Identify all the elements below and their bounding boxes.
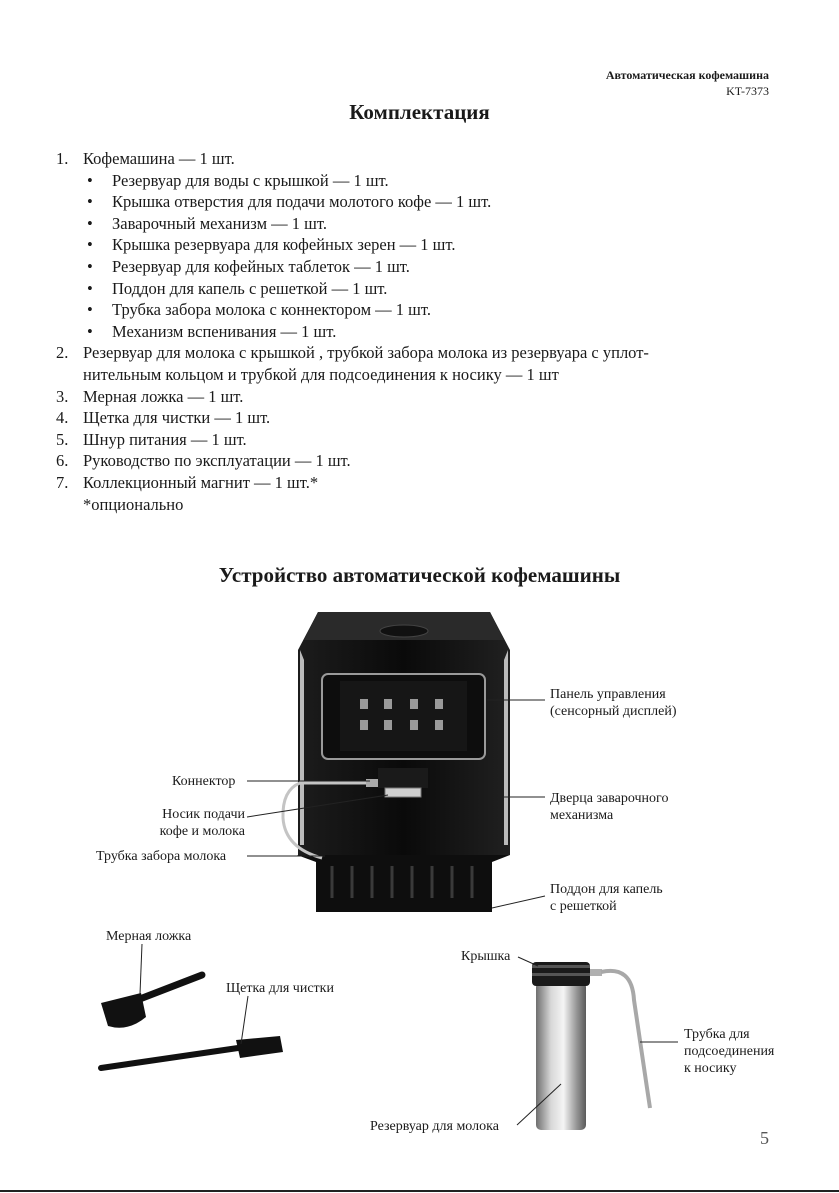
coffee-machine [283,612,510,912]
item-number: 5. [56,429,69,449]
label-line: Носик подачи [162,807,245,822]
drip-tray [297,855,510,912]
label-measuring-spoon: Мерная ложка [106,929,192,944]
label-connection-tube [684,1026,774,1077]
label-control-panel [550,686,677,720]
label-lid: Крышка [461,949,511,964]
label-milk-intake-tube: Трубка забора молока [96,849,227,864]
bullet: • [87,278,93,298]
label-cleaning-brush: Щетка для чистки [226,981,334,996]
label-spout [139,806,245,840]
label-milk-tank: Резервуар для молока [370,1119,499,1134]
side-trim-left [300,650,304,845]
item-number: 2. [56,343,69,363]
label-line: Поддон для капель [550,882,663,897]
item-number: 3. [56,386,69,406]
bullet: • [87,213,93,233]
item-text: Руководство по эксплуатации — 1 шт. [83,451,351,471]
label-line: Трубка для [684,1027,750,1042]
label-line: Панель управления [550,687,666,702]
item-text: Резервуар для молока с крышкой , трубкой забора молока из резервуара с уплот- [83,343,649,363]
header-model: KT-7373 [726,84,769,98]
page-number: 5 [760,1128,769,1148]
item-text: Шнур питания — 1 шт. [83,429,247,449]
item-number: 6. [56,451,69,471]
sub-item-text: Резервуар для воды с крышкой — 1 шт. [112,170,389,190]
spout-housing [378,768,428,788]
milk-tank [532,962,650,1130]
label-line: с решеткой [550,899,617,914]
item-number: 7. [56,472,69,492]
bullet: • [87,300,93,320]
bullet: • [87,256,93,276]
label-connector: Коннектор [172,774,236,789]
sub-item-text: Резервуар для кофейных таблеток — 1 шт. [112,256,410,276]
item-text: Кофемашина — 1 шт. [83,149,235,168]
item-text: Щетка для чистки — 1 шт. [83,408,271,428]
connector [366,779,378,787]
item-number: 1. [56,149,69,168]
section-title-contents: Комплектация [349,100,490,124]
sub-item-text: Поддон для капель с решеткой — 1 шт. [112,278,388,298]
label-line: кофе и молока [159,824,245,839]
item-text: Мерная ложка — 1 шт. [83,386,244,406]
coffee-milk-spout [385,788,421,797]
touch-display [340,681,467,751]
side-trim-right [504,650,508,845]
label-line: Дверца заварочного [550,791,669,806]
bullet: • [87,192,93,212]
header-product-name: Автоматическая кофемашина [605,68,769,82]
bean-hopper-lid [380,625,428,637]
section-title-device: Устройство автоматической кофемашины [218,563,621,587]
label-line: подсоединения [684,1044,775,1059]
cleaning-brush [101,1036,283,1068]
sub-item-text: Крышка резервуара для кофейных зерен — 1 шт. [112,235,456,255]
label-brew-door [550,790,668,824]
item-text: нительным кольцом и трубкой для подсоединения к носику — 1 шт [83,364,559,384]
label-line: (сенсорный дисплей) [550,704,677,719]
label-line: механизма [550,808,614,823]
measuring-spoon [101,975,202,1028]
sub-item-text: Заварочный механизм — 1 шт. [112,213,327,233]
bullet: • [87,321,93,341]
sub-item-text: Трубка забора молока с коннектором — 1 шт. [112,300,431,320]
sub-item-text: Механизм вспенивания — 1 шт. [112,321,337,341]
item-text: Коллекционный магнит — 1 шт.* [83,472,319,492]
bullet: • [87,170,93,190]
item-footnote: *опционально [83,494,184,514]
label-line: к носику [684,1061,737,1076]
sub-item-text: Крышка отверстия для подачи молотого кофе — 1 шт. [112,192,492,212]
label-drip-tray [550,881,663,915]
item-number: 4. [56,408,69,428]
bullet: • [87,235,93,255]
bottom-rule [0,1190,839,1192]
